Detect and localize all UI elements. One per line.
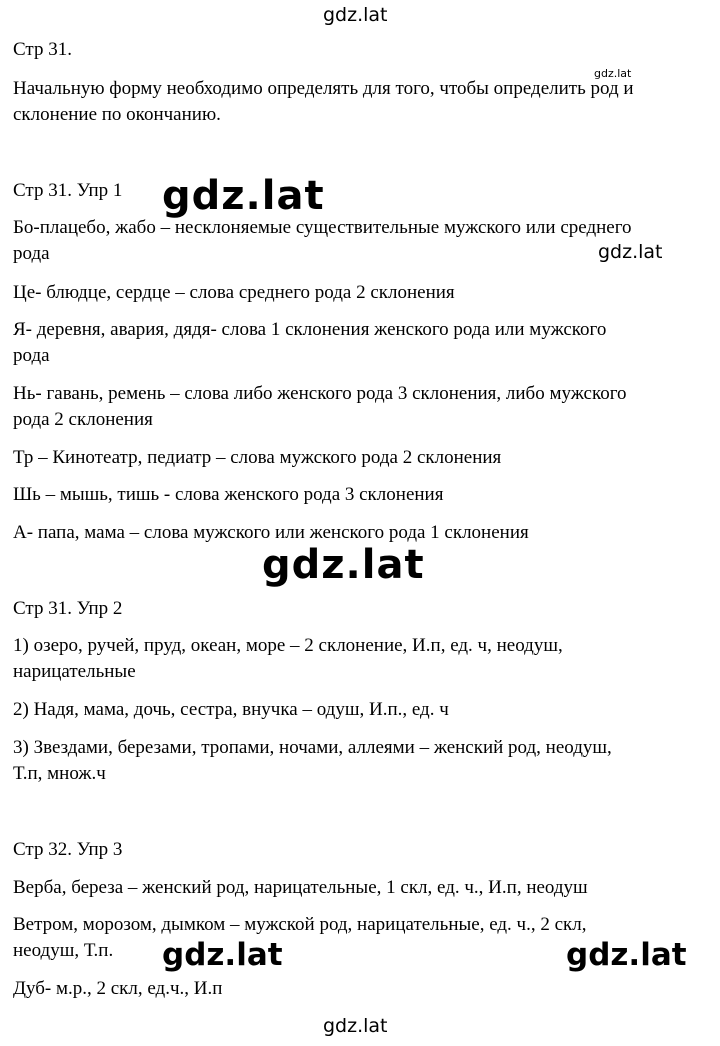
text-line: Тр – Кинотеатр, педиатр – слова мужского рода 2 склонения bbox=[13, 447, 502, 468]
text-line: Бо-плацебо, жабо – несклоняемые существительные мужского или среднего bbox=[13, 217, 632, 238]
text-line: Шь – мышь, тишь - слова женского рода 3 склонения bbox=[13, 484, 444, 505]
text-line: Дуб- м.р., 2 скл, ед.ч., И.п bbox=[13, 978, 223, 999]
watermark: gdz.lat bbox=[594, 67, 632, 80]
exercise-heading: Стр 32. Упр 3 bbox=[13, 839, 123, 860]
text-line: рода bbox=[13, 243, 50, 264]
watermark: gdz.lat bbox=[323, 1015, 388, 1037]
watermark: gdz.lat bbox=[566, 937, 687, 973]
text-line: 1) озеро, ручей, пруд, океан, море – 2 склонение, И.п, ед. ч, неодуш, bbox=[13, 635, 563, 656]
text-line: Нь- гавань, ремень – слова либо женского рода 3 склонения, либо мужского bbox=[13, 383, 627, 404]
text-line: А- папа, мама – слова мужского или женского рода 1 склонения bbox=[13, 522, 529, 543]
text-line: Це- блюдце, сердце – слова среднего рода 2 склонения bbox=[13, 282, 455, 303]
exercise-heading: Стр 31. Упр 1 bbox=[13, 180, 123, 201]
exercise-heading: Стр 31. Упр 2 bbox=[13, 598, 123, 619]
text-line: неодуш, Т.п. bbox=[13, 940, 114, 961]
text-line: Начальную форму необходимо определять для того, чтобы определить род и bbox=[13, 78, 634, 99]
text-line: 3) Звездами, березами, тропами, ночами, аллеями – женский род, неодуш, bbox=[13, 737, 612, 758]
watermark: gdz.lat bbox=[598, 241, 663, 263]
watermark: gdz.lat bbox=[162, 937, 283, 973]
text-line: Т.п, множ.ч bbox=[13, 763, 106, 784]
text-line: рода 2 склонения bbox=[13, 409, 153, 430]
text-line: Верба, береза – женский род, нарицательные, 1 скл, ед. ч., И.п, неодуш bbox=[13, 877, 588, 898]
watermark: gdz.lat bbox=[323, 4, 388, 26]
text-line: склонение по окончанию. bbox=[13, 104, 221, 125]
page-heading: Стр 31. bbox=[13, 39, 72, 60]
watermark: gdz.lat bbox=[262, 542, 425, 588]
text-line: Я- деревня, авария, дядя- слова 1 склонения женского рода или мужского bbox=[13, 319, 607, 340]
text-line: 2) Надя, мама, дочь, сестра, внучка – одуш, И.п., ед. ч bbox=[13, 699, 449, 720]
watermark: gdz.lat bbox=[162, 173, 325, 219]
text-line: Ветром, морозом, дымком – мужской род, нарицательные, ед. ч., 2 скл, bbox=[13, 914, 587, 935]
text-line: рода bbox=[13, 345, 50, 366]
text-line: нарицательные bbox=[13, 661, 136, 682]
